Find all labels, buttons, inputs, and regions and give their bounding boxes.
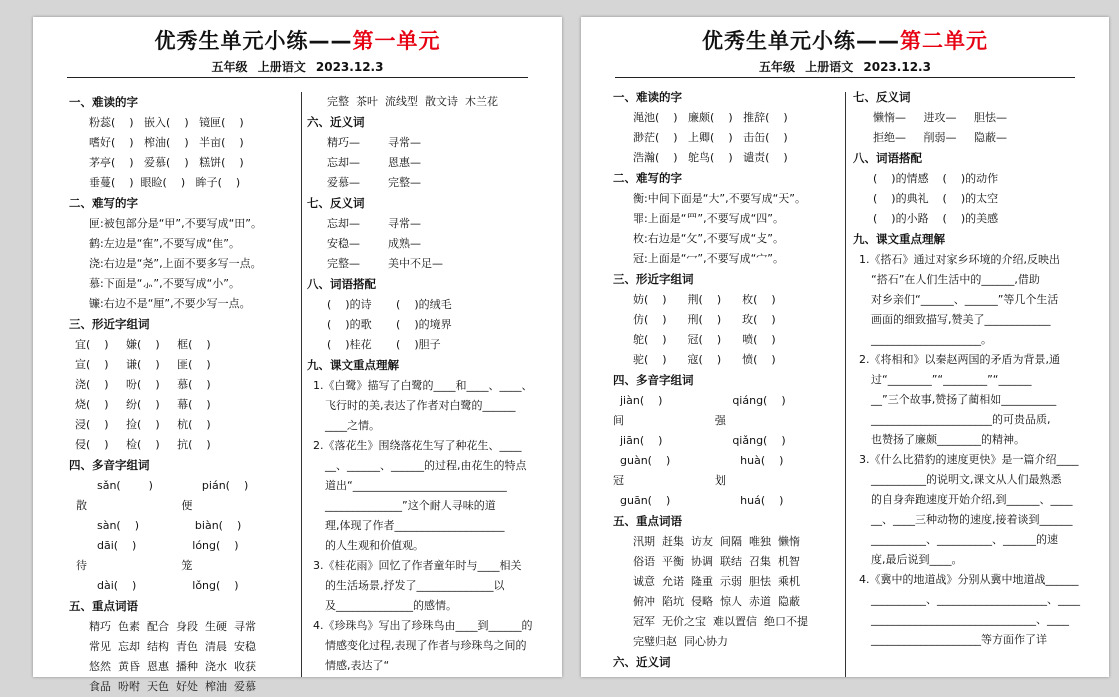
worksheet-line: 鹤:左边是“隺”,不要写成“隹”。 xyxy=(89,237,240,250)
worksheet-line: 俯冲 陷坑 侵略 惊人 赤道 隐蔽 xyxy=(633,595,800,608)
worksheet-line: 衡:中间下面是“大”,不要写成“天”。 xyxy=(633,192,806,205)
section-heading: 一、难读的字 xyxy=(613,90,682,104)
worksheet-line: 粉蕊( ) 嵌入( ) 镜匣( ) xyxy=(89,116,244,129)
worksheet-line: 度,最后说到____。 xyxy=(871,553,963,566)
worksheet-line: __”三个故事,赞扬了蔺相如__________ xyxy=(871,393,1057,406)
worksheet-line: 浇:右边是“尧”,上面不要多写一点。 xyxy=(89,257,262,270)
worksheet-subtitle: 五年级 上册语文 2023.12.3 xyxy=(759,60,931,74)
section-heading: 四、多音字组词 xyxy=(613,373,694,387)
worksheet-line: 驼( ) 寇( ) 愤( ) xyxy=(633,353,776,366)
worksheet-line: ______________________的可贵品质, xyxy=(871,413,1051,426)
worksheet-line: 道出“____________________________ xyxy=(325,479,507,492)
section-heading: 九、课文重点理解 xyxy=(307,358,399,372)
worksheet-line: jiān( ) qiǎng( ) xyxy=(613,434,786,447)
worksheet-line: 渺茫( ) 上卿( ) 击缶( ) xyxy=(633,131,788,144)
worksheet-line: 4.《珍珠鸟》写出了珍珠鸟由____到______的 xyxy=(313,619,533,632)
worksheet-line: guàn( ) huà( ) xyxy=(613,454,784,467)
worksheet-line: ______________”这个耐人寻味的道 xyxy=(325,499,496,512)
worksheet-line: 冠军 无价之宝 难以置信 绝口不提 xyxy=(633,615,808,628)
worksheet-line: 懒惰— 进攻— 胆怯— xyxy=(873,111,1007,124)
worksheet-line: 食品 吩咐 天色 好处 榨油 爱慕 xyxy=(89,680,256,693)
unit-label: 第一单元 xyxy=(352,29,441,53)
worksheet-line: 妨( ) 荆( ) 枚( ) xyxy=(633,293,776,306)
worksheet-line: 3.《桂花雨》回忆了作者童年时与____相关 xyxy=(313,559,522,572)
worksheet-line: 悠然 黄昏 恩惠 播种 浇水 收获 xyxy=(89,660,256,673)
worksheet-line: 精巧 色素 配合 身段 生硬 寻常 xyxy=(89,620,256,633)
section-heading: 五、重点词语 xyxy=(69,599,138,613)
worksheet-line: 垂蔓( ) 眼睑( ) 眸子( ) xyxy=(89,176,241,189)
worksheet-line: 2.《将相和》以秦赵两国的矛盾为背景,通 xyxy=(859,353,1060,366)
column-divider xyxy=(301,92,302,677)
worksheet-line: 爱慕— 完整— xyxy=(327,176,421,189)
worksheet-line: ( )的歌 ( )的境界 xyxy=(327,318,452,331)
worksheet-line: 忘却— 寻常— xyxy=(327,217,421,230)
worksheet-line: __________、__________、______的速 xyxy=(871,533,1058,546)
worksheet-line: 3.《什么比猎豹的速度更快》是一篇介绍____ xyxy=(859,453,1079,466)
title-divider xyxy=(615,77,1075,78)
worksheet-line: 匣:被包部分是“甲”,不要写成“田”。 xyxy=(89,217,262,230)
worksheet-line: 侵( ) 检( ) 抗( ) xyxy=(75,438,211,451)
worksheet-line: ______________________________、____ xyxy=(871,613,1069,626)
worksheet-line: 1.《白鹭》描写了白鹭的____和____、____、 xyxy=(313,379,533,392)
worksheet-line: 罪:上面是“罒”,不要写成“四”。 xyxy=(633,212,784,225)
worksheet-line: 间 强 xyxy=(613,414,726,427)
worksheet-line: 慕:下面是“⺗”,不要写成“小”。 xyxy=(89,277,240,290)
section-heading: 二、难写的字 xyxy=(69,196,138,210)
worksheet-line: ( )桂花 ( )胆子 xyxy=(327,338,441,351)
section-heading: 八、词语搭配 xyxy=(853,151,922,165)
worksheet-line: 鸵( ) 冠( ) 喷( ) xyxy=(633,333,776,346)
worksheet-line: 宣( ) 谦( ) 匪( ) xyxy=(75,358,211,371)
worksheet-line: 完璧归赵 同心协力 xyxy=(633,635,728,648)
worksheet-line: 诚意 允诺 隆重 示弱 胆怯 乘机 xyxy=(633,575,800,588)
worksheet-line: 1.《搭石》通过对家乡环境的介绍,反映出 xyxy=(859,253,1060,266)
right-column xyxy=(307,92,557,676)
section-heading: 四、多音字组词 xyxy=(69,458,150,472)
worksheet-line: jiàn( ) qiáng( ) xyxy=(613,394,786,407)
worksheet-line: 烧( ) 纷( ) 幕( ) xyxy=(75,398,211,411)
worksheet-line: __________、____________________、____ xyxy=(871,593,1080,606)
worksheet-line: 冠:上面是“冖”,不要写成“宀”。 xyxy=(633,252,784,265)
worksheet-line: 宜( ) 嫌( ) 框( ) xyxy=(75,338,211,351)
worksheet-line: 渑池( ) 廉颇( ) 推辞( ) xyxy=(633,111,788,124)
worksheet-line: ( )的诗 ( )的绒毛 xyxy=(327,298,452,311)
worksheet-line: “搭石”在人们生活中的______,借助 xyxy=(871,273,1040,286)
worksheet-line: ( )的典礼 ( )的太空 xyxy=(873,192,999,205)
worksheet-line: ( )的小路 ( )的美感 xyxy=(873,212,999,225)
title-divider xyxy=(67,77,528,78)
worksheet-line: 的人生观和价值观。 xyxy=(325,539,424,552)
worksheet-line: 浩瀚( ) 鸵鸟( ) 谴责( ) xyxy=(633,151,788,164)
section-heading: 八、词语搭配 xyxy=(307,277,376,291)
worksheet-line: guān( ) huá( ) xyxy=(613,494,784,507)
worksheet-line: 完整— 美中不足— xyxy=(327,257,443,270)
section-heading: 六、近义词 xyxy=(613,655,671,669)
worksheet-line: 的生活场景,抒发了______________以 xyxy=(325,579,505,592)
worksheet-line: 汛期 赶集 访友 间隔 唯独 懒惰 xyxy=(633,535,800,548)
worksheet-line: 飞行时的美,表达了作者对白鹭的______ xyxy=(325,399,516,412)
worksheet-line: 冠 划 xyxy=(613,474,726,487)
worksheet-line: 4.《冀中的地道战》分别从冀中地道战______ xyxy=(859,573,1079,586)
worksheet-line: 情感,表达了“ xyxy=(325,659,390,672)
worksheet-line: 枚:右边是“攵”,不要写成“攴”。 xyxy=(633,232,784,245)
worksheet-line: 过“________”“________”“______ xyxy=(871,373,1032,386)
worksheet-title: 优秀生单元小练——第二单元 xyxy=(702,29,988,53)
right-column xyxy=(853,87,1105,650)
column-divider xyxy=(845,92,846,677)
unit-label: 第二单元 xyxy=(900,29,988,53)
section-heading: 三、形近字组词 xyxy=(69,317,150,331)
left-column xyxy=(613,87,843,673)
worksheet-line: dāi( ) lóng( ) xyxy=(69,539,239,552)
worksheet-line: 拒绝— 削弱— 隐蔽— xyxy=(873,131,1007,144)
worksheet-line: ____之情。 xyxy=(325,419,380,432)
worksheet-line: 情感变化过程,表现了作者与珍珠鸟之间的 xyxy=(325,639,527,652)
worksheet-line: 的自身奔跑速度开始介绍,到______、____ xyxy=(871,493,1073,506)
section-heading: 五、重点词语 xyxy=(613,514,682,528)
worksheet-page-unit-2 xyxy=(581,17,1109,677)
worksheet-line: 安稳— 成熟— xyxy=(327,237,421,250)
worksheet-line: sàn( ) biàn( ) xyxy=(69,519,242,532)
worksheet-line: 待 笼 xyxy=(69,559,193,572)
left-column xyxy=(69,92,299,697)
worksheet-line: ____________________。 xyxy=(871,333,992,346)
worksheet-line: 2.《落花生》围绕落花生写了种花生、____ xyxy=(313,439,522,452)
section-heading: 六、近义词 xyxy=(307,115,365,129)
worksheet-line: sǎn( ) pián( ) xyxy=(69,479,249,492)
section-heading: 七、反义词 xyxy=(307,196,365,210)
worksheet-line: 常见 忘却 结构 青色 清晨 安稳 xyxy=(89,640,256,653)
section-heading: 二、难写的字 xyxy=(613,171,682,185)
section-heading: 一、难读的字 xyxy=(69,95,138,109)
worksheet-line: ____________________等方面作了详 xyxy=(871,633,1047,646)
worksheet-line: 浇( ) 吩( ) 慕( ) xyxy=(75,378,211,391)
worksheet-line: 也赞扬了廉颇________的精神。 xyxy=(871,433,1025,446)
worksheet-line: 俗语 平衡 协调 联结 召集 机智 xyxy=(633,555,800,568)
worksheet-line: 对乡亲们“______、______”等几个生活 xyxy=(871,293,1059,306)
worksheet-page-unit-1 xyxy=(33,17,562,693)
worksheet-line: 画面的细致描写,赞美了____________ xyxy=(871,313,1051,326)
worksheet-line: 嗜好( ) 榨油( ) 半亩( ) xyxy=(89,136,244,149)
worksheet-line: __、______、______的过程,由花生的特点 xyxy=(325,459,527,472)
worksheet-line: 仿( ) 刑( ) 玫( ) xyxy=(633,313,776,326)
worksheet-title: 优秀生单元小练——第一单元 xyxy=(154,29,441,53)
worksheet-line: 浸( ) 捡( ) 杭( ) xyxy=(75,418,211,431)
worksheet-line: ( )的情感 ( )的动作 xyxy=(873,172,999,185)
worksheet-line: 精巧— 寻常— xyxy=(327,136,421,149)
worksheet-line: __、____三种动物的速度,接着谈到______ xyxy=(871,513,1073,526)
worksheet-line: dài( ) lǒng( ) xyxy=(69,579,239,592)
worksheet-line: 镰:右边不是“厘”,不要少写一点。 xyxy=(89,297,251,310)
section-heading: 七、反义词 xyxy=(853,90,911,104)
worksheet-line: 忘却— 恩惠— xyxy=(327,156,421,169)
worksheet-line: __________的说明文,课文从人们最熟悉 xyxy=(871,473,1062,486)
worksheet-subtitle: 五年级 上册语文 2023.12.3 xyxy=(211,60,384,74)
worksheet-line: 茅亭( ) 爱慕( ) 糕饼( ) xyxy=(89,156,244,169)
worksheet-line: 理,体现了作者____________________ xyxy=(325,519,505,532)
section-heading: 九、课文重点理解 xyxy=(853,232,945,246)
worksheet-line: 及______________的感情。 xyxy=(325,599,457,612)
section-heading: 三、形近字组词 xyxy=(613,272,694,286)
worksheet-line: 散 便 xyxy=(69,499,193,512)
worksheet-line: 完整 茶叶 流线型 散文诗 木兰花 xyxy=(327,95,498,108)
